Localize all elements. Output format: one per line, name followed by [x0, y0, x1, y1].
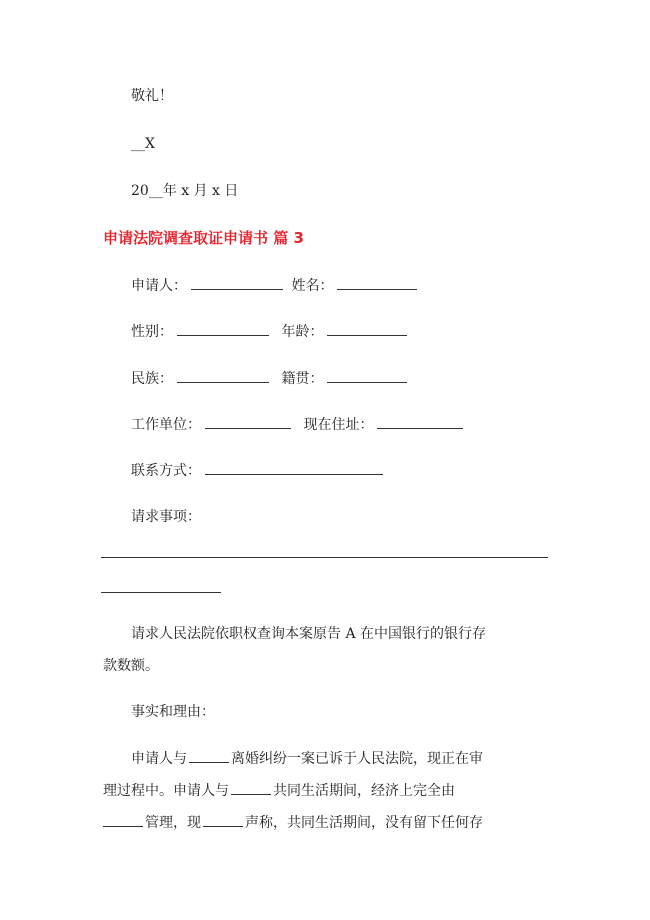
applicant-row: [131, 275, 417, 296]
name-blank[interactable]: [337, 275, 417, 290]
contact-blank[interactable]: [205, 460, 383, 475]
ethnicity-row: [131, 368, 407, 389]
gender-row: [131, 321, 407, 342]
workplace-row: [131, 414, 463, 435]
request-label: 请求事项：: [131, 509, 201, 525]
facts-paragraph-line-2: [103, 780, 455, 801]
applicant-label: 申请人：: [131, 278, 187, 294]
gender-blank[interactable]: [177, 321, 269, 336]
party-blank[interactable]: [231, 780, 271, 795]
facts-text: 理过程中。申请人与: [103, 783, 229, 799]
facts-paragraph-line-1: [131, 748, 483, 769]
facts-text: 管理，现: [145, 815, 201, 831]
contact-row: [131, 460, 383, 481]
address-label: 现在住址：: [303, 417, 374, 433]
native-place-blank[interactable]: [327, 368, 407, 383]
facts-label: 事实和理由：: [131, 704, 215, 720]
party-blank[interactable]: [103, 812, 143, 827]
party-blank[interactable]: [189, 748, 229, 763]
request-rule-long[interactable]: [101, 557, 548, 558]
facts-text: 离婚纠纷一案已诉于人民法院，现正在审: [231, 751, 483, 767]
request-rule-short[interactable]: [101, 592, 221, 593]
native-place-label: 籍贯：: [281, 371, 324, 387]
section-heading: 申请法院调查取证申请书 篇 3: [103, 229, 304, 247]
ethnicity-label: 民族：: [131, 371, 173, 387]
facts-text: 声称，共同生活期间，没有留下任何存: [245, 815, 483, 831]
contact-label: 联系方式：: [131, 463, 201, 479]
party-blank[interactable]: [203, 812, 243, 827]
request-line-2: 款数额。: [103, 658, 159, 674]
gender-label: 性别：: [131, 324, 173, 340]
ethnicity-blank[interactable]: [177, 368, 269, 383]
applicant-blank[interactable]: [191, 275, 283, 290]
workplace-label: 工作单位：: [131, 417, 201, 433]
closing-signature: __X: [131, 136, 155, 152]
age-blank[interactable]: [327, 321, 407, 336]
facts-paragraph-line-3: [103, 812, 483, 833]
closing-date: 20__年 x 月 x 日: [131, 183, 239, 199]
age-label: 年龄：: [281, 324, 324, 340]
request-line-1: 请求人民法院依职权查询本案原告 A 在中国银行的银行存: [131, 626, 487, 642]
address-blank[interactable]: [377, 414, 463, 429]
closing-salute: 敬礼！: [131, 88, 173, 104]
facts-text: 申请人与: [131, 751, 187, 767]
name-label: 姓名：: [291, 278, 334, 294]
facts-text: 共同生活期间，经济上完全由: [273, 783, 455, 799]
workplace-blank[interactable]: [205, 414, 291, 429]
